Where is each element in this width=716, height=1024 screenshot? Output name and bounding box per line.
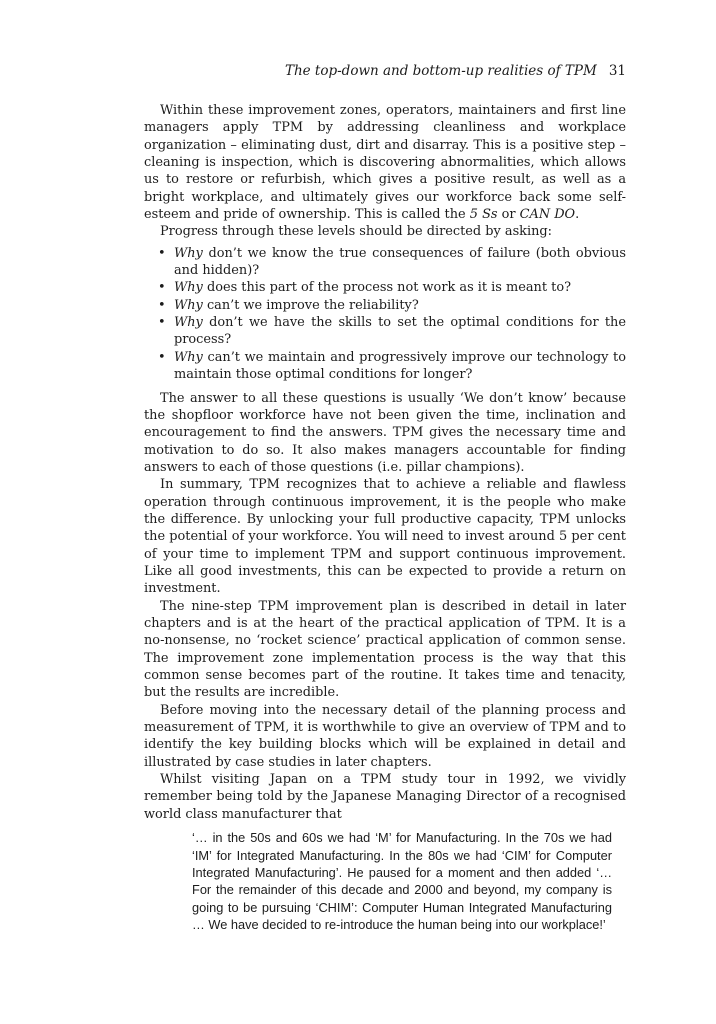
page-number: 31 [608,63,626,79]
running-title: The top-down and bottom-up realities of TPM [284,63,597,79]
why-question-list [144,245,626,384]
paragraph-improvement-zones: Within these improvement zones, operators, maintainers and first line managers apply TPM by addressing cleanliness and workplace organization – eliminating dust, dirt and disarray. This is a positive step – cleaning is inspection, which is discovering abnormalities, which allows us to restore or refurbish, which gives a positive result, as well as a bright workplace, and ultimately gives our workforce back some self-esteem and pride of ownership. This is called the 5 Ss or CAN DO. [144,103,626,223]
paragraph-japan-visit: Whilst visiting Japan on a TPM study tour in 1992, we vividly remember being told by the Japanese Managing Director of a recognised world class manufacturer that [144,772,626,822]
list-item: • Why can’t we maintain and progressively improve our technology to maintain those optimal conditions for longer? [158,349,626,383]
paragraph-nine-step-plan: The nine-step TPM improvement plan is described in detail in later chapters and is at the heart of the practical application of TPM. It is a no-nonsense, no ‘rocket science’ practical application of common sense. The improvement zone implementation process is the way that this common sense becomes part of the routine. It takes time and tenacity, but the results are incredible. [144,598,626,701]
bullet-icon: • [158,315,166,331]
book-page [144,62,626,934]
bullet-icon: • [158,349,166,365]
paragraph-summary: In summary, TPM recognizes that to achieve a reliable and flawless operation through continuous improvement, it is the people who make the difference. By unlocking your full productive capacity, TPM unlocks the potential of your workforce. You will need to invest around 5 per cent of your time to implement TPM and support continuous improvement. Like all good investments, this can be expected to provide a return on investment. [144,477,626,597]
five-ss-term: 5 Ss [469,207,498,223]
list-item: • Why don’t we have the skills to set the optimal conditions for the process? [158,315,626,348]
can-do-term: CAN DO [519,207,576,223]
paragraph-overview: Before moving into the necessary detail of the planning process and measurement of TPM, it is worthwhile to give an overview of TPM and to identify the key building blocks which will be explained in detail and illustrated by case studies in later chapters. [144,702,626,770]
paragraph-progress: Progress through these levels should be directed by asking: [160,224,553,240]
list-item: • Why can’t we improve the reliability? [158,297,419,313]
quote-chim: ‘… in the 50s and 60s we had ‘M’ for Manufacturing. In the 70s we had ‘IM’ for Integrated Manufacturing. In the 80s we had ‘CIM’ for Computer Integrated Manufacturing’. He paused for a moment and then added ‘…For the remainder of this decade and 2000 and beyond, my company is going to be pursuing ‘CHIM’: Computer Human Integrated Manufacturing … We have decided to re-introduce the human being into our workplace!’ [192,830,612,933]
bullet-icon: • [158,297,166,313]
paragraph-answer: The answer to all these questions is usually ‘We don’t know’ because the shopfloor workforce have not been given the time, inclination and encouragement to find the answers. TPM gives the necessary time and motivation to do so. It also makes managers accountable for finding answers to each of those questions (i.e. pillar champions). [144,390,626,475]
running-header [144,62,626,80]
list-item: • Why don’t we know the true consequences of failure (both obvious and hidden)? [158,245,626,279]
bullet-icon: • [158,245,166,261]
list-item: • Why does this part of the process not work as it is meant to? [158,280,571,296]
bullet-icon: • [158,280,166,296]
